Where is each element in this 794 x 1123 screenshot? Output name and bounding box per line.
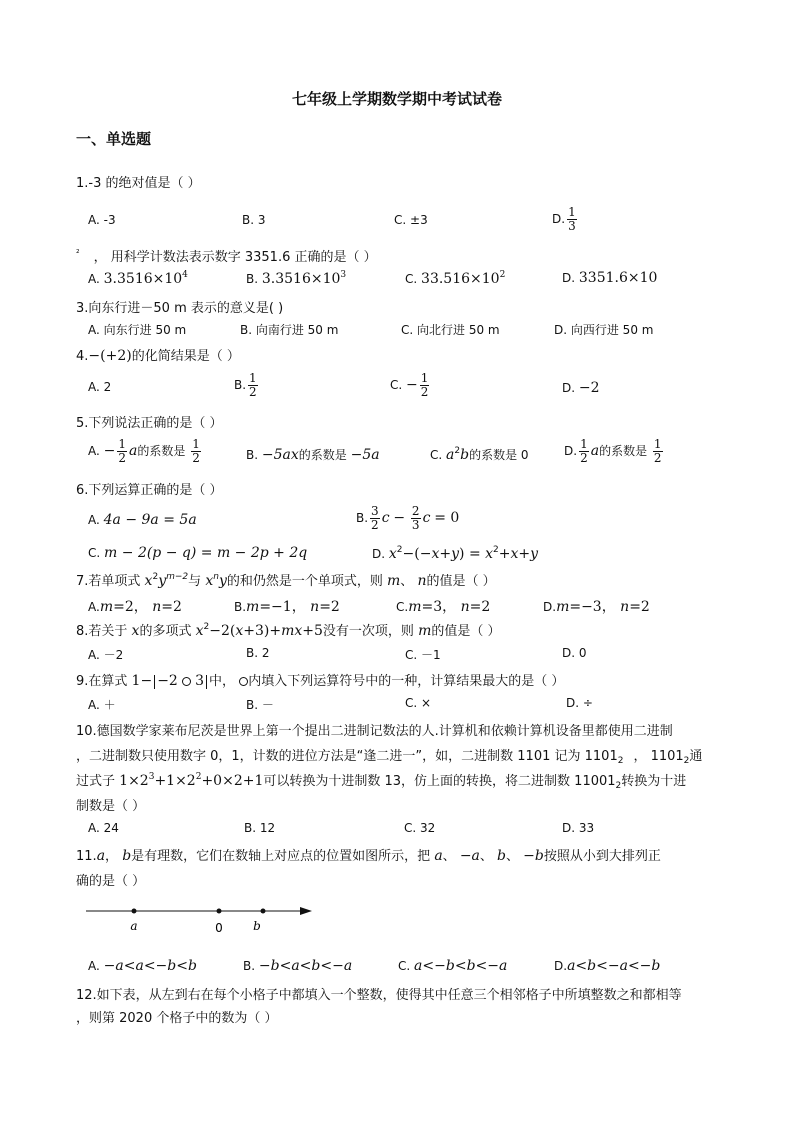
q6-option-a: A. 4a − 9a = 5a [88,512,197,528]
question-12-line-2: ，则第 2020 个格子中的数为（ ） [76,1011,278,1026]
point-b-label: b [253,919,261,933]
q11-option-b: B. −b<a<b<−a [243,958,353,974]
q5-option-b: B. −5ax的系数是 −5a [246,447,380,463]
q7-option-b: B.m=−1， n=2 [234,599,340,615]
q5-option-d: D. $\frac{1}{2}$ a的系数是 $\frac{1}{2}$ [564,437,662,465]
q1-option-a: A. -3 [88,213,116,227]
q7-option-c: C.m=3， n=2 [396,599,491,615]
question-11: 11.a， b是有理数，它们在数轴上对应点的位置如图所示，把 a、 −a、 b、 −b按照从小到大排列正 [76,848,661,864]
page-title: 七年级上学期数学期中考试试卷 [291,90,502,108]
question-11-line-2: 确的是（ ） [76,874,146,889]
point-a-label: a [130,919,138,933]
question-1: 1.-3 的绝对值是（ ） [76,176,201,191]
q1-option-d: D. $\frac{1}{3}$ [552,205,576,233]
q3-option-a: A. 向东行进 50 m [88,323,187,337]
point-zero-label: 0 [215,921,223,935]
q2-option-d: D. 3351.6×10 [562,270,658,286]
question-10-line-1: 10.德国数学家莱布尼茨是世界上第一个提出二进制记数法的人.计算机和依赖计算机设备里都使用二进制 [76,724,673,739]
q10-option-a: A. 24 [88,821,119,835]
q9-option-b: B. － [246,698,274,712]
q7-option-d: D.m=−3， n=2 [543,599,650,615]
q8-option-b: B. 2 [246,646,270,660]
q6-option-c: C. m − 2(p − q) = m − 2p + 2q [88,545,308,561]
q1-option-c: C. ±3 [394,213,428,227]
question-12-line-1: 12.如下表，从左到右在每个小格子中都填入一个整数，使得其中任意三个相邻格子中所填整数之和都相等 [76,988,682,1003]
question-2: $^{^2}$ ， 用科学计数法表示数字 3351.6 正确的是（ ） [76,249,377,265]
point-b-dot [261,909,266,914]
q10-option-d: D. 33 [562,821,595,835]
q6-option-b: B. $\frac{3}{2}$ c − $\frac{2}{3}$ c = 0 [356,504,460,532]
question-3: 3.向东行进－50 m 表示的意义是( ) [76,301,284,316]
number-line [80,898,320,940]
q10-option-b: B. 12 [244,821,276,835]
q4-option-b: B. $\frac{1}{2}$ [234,371,257,399]
q11-option-a: A. −a<a<−b<b [88,958,197,974]
question-9: 9.在算式 1− −2 3 中， 内填入下列运算符号中的一种，计算结果最大的是（ ） [76,673,565,689]
q9-option-a: A. ＋ [88,698,116,712]
question-4: 4.−(+2)的化简结果是（ ） [76,348,240,364]
q3-option-b: B. 向南行进 50 m [240,323,339,337]
q4-option-a: A. 2 [88,380,112,394]
q5-option-a: A. − $\frac{1}{2}$ a的系数是 $\frac{1}{2}$ [88,437,200,465]
q5-option-c: C. $a^2b$的系数是 0 [430,446,529,463]
question-7: 7.若单项式 $x^2y^{m-2}$与 $x^ny$的和仍然是一个单项式，则 m、 n的值是（ ） [76,572,496,589]
q3-option-d: D. 向西行进 50 m [554,323,654,337]
q4-option-d: D. −2 [562,380,600,396]
point-a-dot [132,909,137,914]
q9-option-d: D. ÷ [566,696,593,710]
q6-option-d: D. $x^2-(-x+y) = x^2+x+y$ [372,545,539,562]
question-5: 5.下列说法正确的是（ ） [76,416,223,431]
question-6: 6.下列运算正确的是（ ） [76,483,223,498]
question-10-line-4: 制数是（ ） [76,799,146,814]
q11-option-c: C. a<−b<b<−a [398,958,508,974]
point-zero-dot [217,909,222,914]
q11-option-d: D.a<b<−a<−b [554,958,661,974]
section-heading: 一、单选题 [76,130,152,148]
q10-option-c: C. 32 [404,821,436,835]
q8-option-a: A. －2 [88,648,124,662]
q8-option-d: D. 0 [562,646,587,660]
q8-option-c: C. －1 [405,648,441,662]
q2-option-c: C. $33.516\times 10^2$ [405,270,506,287]
q9-option-c: C. × [405,696,432,710]
question-10-line-3: 过式子 $1\times 2^3+1\times 2^2+0\times 2+1$可以转换为十进制数 13，仿上面的转换，将二进制数 $11001_2$转换为十进 [76,772,687,791]
q7-option-a: A.m=2， n=2 [88,599,182,615]
q2-option-b: B. $3.3516\times 10^3$ [246,270,347,287]
q3-option-c: C. 向北行进 50 m [401,323,500,337]
question-10-line-2: ，二进制数只使用数字 0，1，计数的进位方法是“逢二进一”，如，二进制数 1101 记为 $1101_2$ ， $1101_2$通 [76,749,703,766]
number-line-arrow [300,907,312,915]
q4-option-c: C. − $\frac{1}{2}$ [390,371,429,399]
q2-option-a: A. $3.3516\times 10^4$ [88,270,188,287]
question-8: 8.若关于 x的多项式 $x^2-2(x+3)+mx+5$没有一次项，则 m的值是（ ） [76,622,501,639]
q1-option-b: B. 3 [242,213,266,227]
